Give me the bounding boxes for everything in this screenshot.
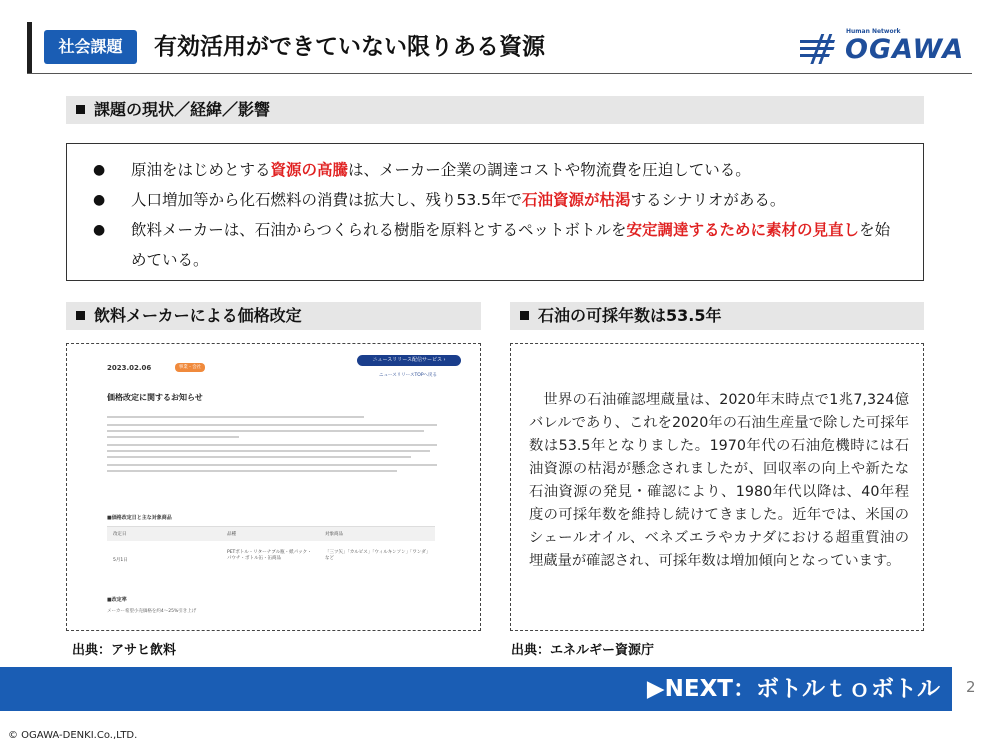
press-release-frame [66, 343, 481, 631]
table-header-cell: 対象商品 [325, 532, 343, 537]
copyright: © OGAWA-DENKI.Co.,LTD. [8, 730, 138, 741]
header-divider [27, 73, 972, 74]
bullet-item [93, 155, 923, 185]
table-cell: PETボトル・リターナブル瓶・紙パック・パウチ・ボトル缶・缶商品 [227, 550, 312, 561]
section-header-price [66, 302, 481, 330]
table-cell: 5月1日 [113, 558, 128, 563]
press-date: 2023.02.06 [107, 364, 152, 372]
oil-reserve-frame [510, 343, 924, 631]
bullet-dot-icon: ● [93, 162, 106, 178]
logo-mark-icon [800, 32, 842, 66]
page-number: 2 [966, 678, 976, 696]
next-banner[interactable]: ▶NEXT：ボトルｔｏボトル [0, 667, 952, 711]
table-cell: 「三ツ矢」「カルピス」「ウィルキンソン」「ワンダ」など [325, 550, 429, 561]
header-accent-bar [27, 22, 32, 74]
news-service-button[interactable]: ニュースリリース配信サービス › [357, 355, 461, 366]
bullet-dot-icon: ● [93, 192, 106, 208]
table-header-cell: 改定日 [113, 532, 127, 537]
news-top-link[interactable]: ニュースリリースTOPへ戻る [379, 373, 438, 378]
bullet-text: 人口増加等から化石燃料の消費は拡大し、残り53.5年で石油資源が枯渇するシナリオがある。 [131, 191, 786, 209]
section-header-oil [510, 302, 924, 330]
press-table [107, 526, 435, 584]
issue-bullet-box [66, 143, 924, 281]
press-release-image [87, 352, 445, 622]
highlight-text: 資源の高騰 [270, 161, 349, 179]
section-header-label: 石油の可採年数は53.5年 [538, 306, 722, 325]
table-header-cell: 品種 [227, 532, 236, 537]
highlight-text: 安定調達するために素材の見直し [626, 221, 860, 239]
bullet-dot-icon: ● [93, 222, 106, 238]
logo-tagline: Human Network [846, 28, 901, 35]
highlight-text: 石油資源が枯渇 [522, 191, 631, 209]
press-badge: 事業・会社 [175, 363, 205, 372]
logo-wordmark: OGAWA [845, 34, 965, 65]
square-bullet-icon [520, 311, 529, 320]
bullet-text: 飲料メーカーは、石油からつくられる樹脂を原料とするペットボトルを安定調達するために素材の見直しを始めている。 [131, 221, 891, 269]
ogawa-logo [800, 28, 975, 68]
oil-reserve-text: 世界の石油確認埋蔵量は、2020年末時点で1兆7,324億バレルであり、これを2020年の石油生産量で除した可採年数は53.5年となりました。1970年代の石油危機時には石油資源の枯渇が懸念されましたが、回収率の向上や新たな石油資源の発見・確認により、1980年代以降は、40年程度の可採年数を維持し続けてきました。近年では、米国のシェールオイル、ベネズエラやカナダにおける超重質油の埋蔵量が確認され、可採年数は増加傾向となっています。 [529, 392, 909, 569]
press-table-header-row [107, 527, 435, 541]
square-bullet-icon [76, 311, 85, 320]
press-rate-text: メーカー希望小売価格を約4〜25%引き上げ [107, 609, 197, 614]
press-title: 価格改定に関するお知らせ [107, 393, 203, 402]
section-header-label: 課題の現状／経緯／影響 [94, 100, 271, 119]
page-title: 有効活用ができていない限りある資源 [154, 34, 545, 60]
source-left: 出典：アサヒ飲料 [72, 643, 177, 658]
bullet-item [93, 185, 923, 215]
category-tag: 社会課題 [44, 30, 137, 64]
bullet-text: 原油をはじめとする資源の高騰は、メーカー企業の調達コストや物流費を圧迫している。 [131, 161, 751, 179]
square-bullet-icon [76, 105, 85, 114]
section-header-label: 飲料メーカーによる価格改定 [94, 306, 302, 325]
press-rate-heading: ■改定率 [107, 597, 127, 603]
section-header-status [66, 96, 924, 124]
source-right: 出典：エネルギー資源庁 [511, 643, 655, 658]
press-table-heading: ■価格改定日と主な対象商品 [107, 515, 172, 521]
bullet-item [93, 215, 923, 275]
press-body-lines [107, 416, 437, 476]
